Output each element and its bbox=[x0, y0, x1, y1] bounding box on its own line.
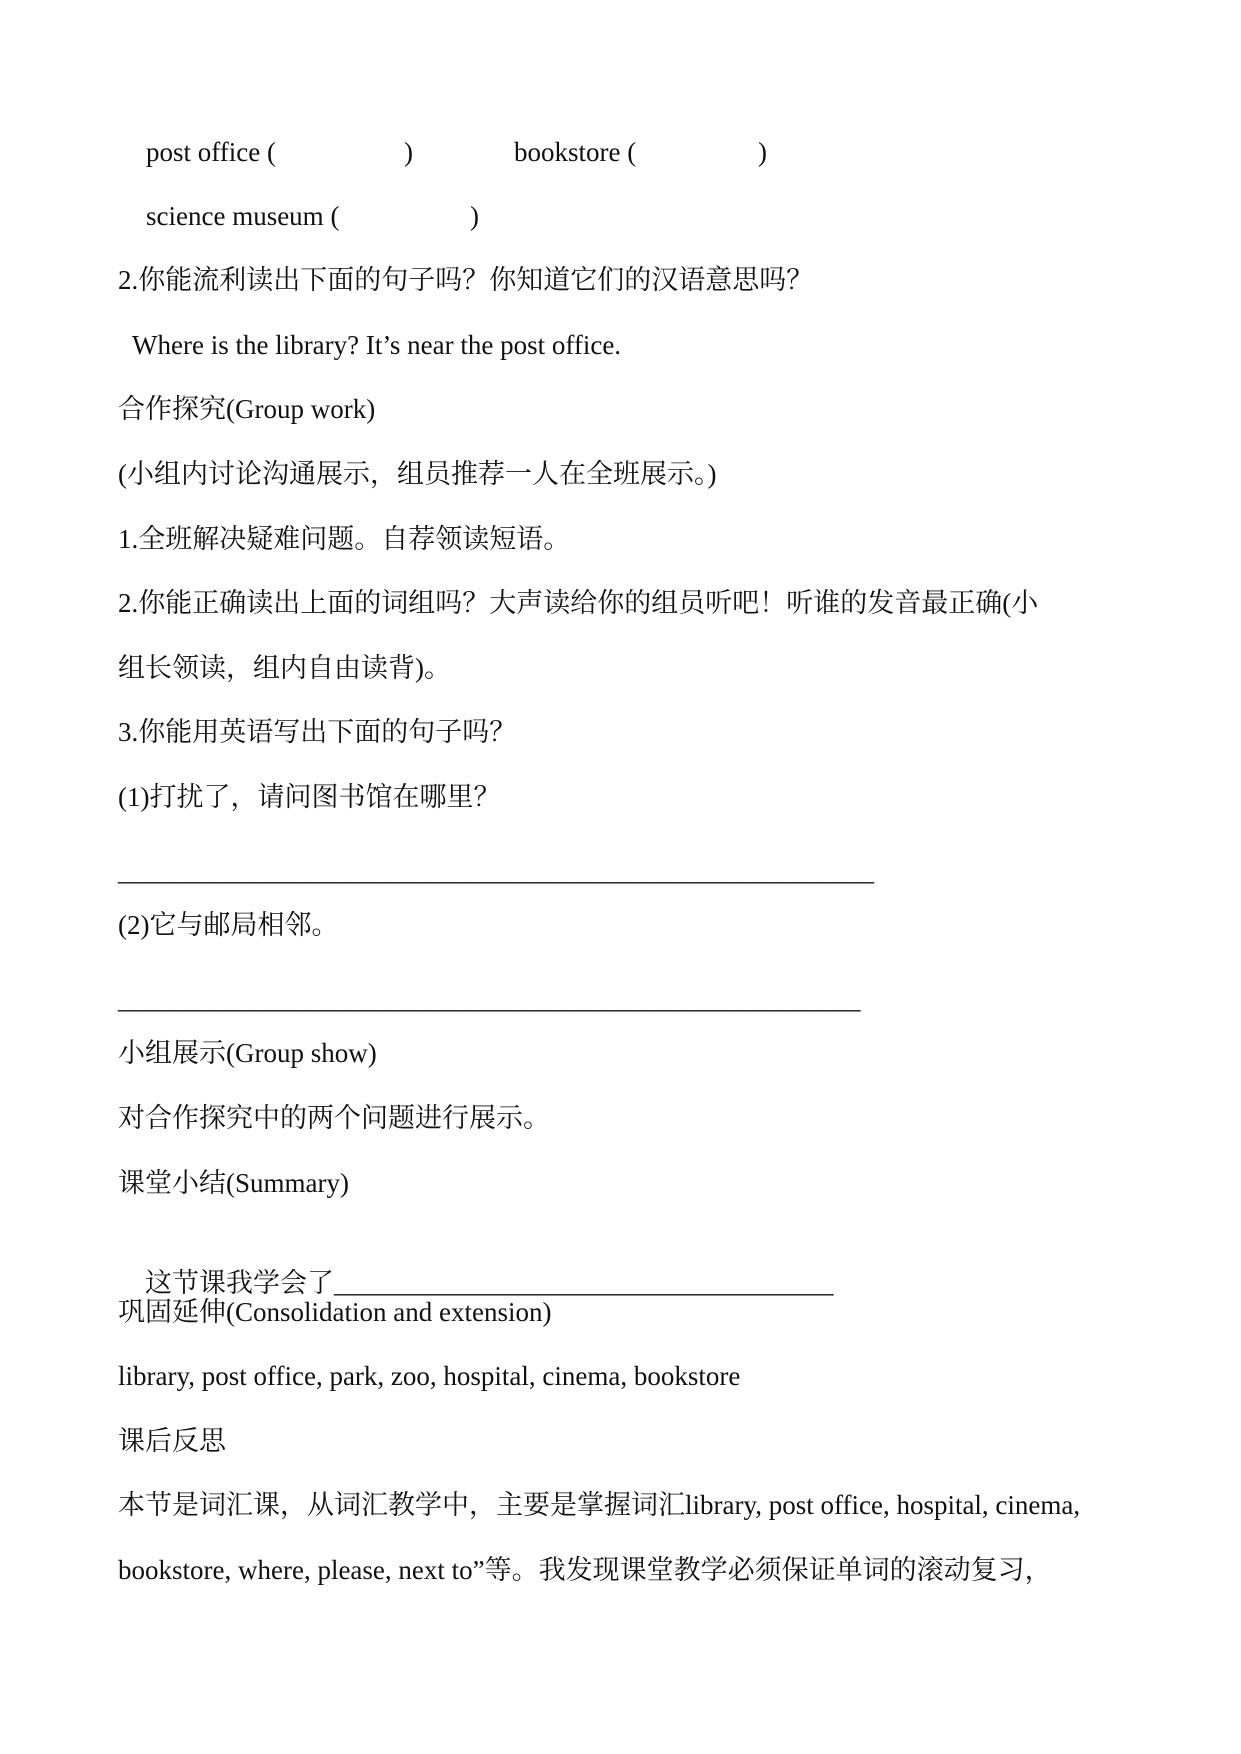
task-2-line-1: 2.你能正确读出上面的词组吗？大声读给你的组员听吧！听谁的发音最正确(小 bbox=[118, 588, 1039, 618]
reflection-heading: 课后反思 bbox=[118, 1426, 226, 1456]
vocab-science-museum-close: ) bbox=[470, 201, 479, 231]
summary-heading: 课堂小结(Summary) bbox=[118, 1168, 349, 1198]
group-work-note: (小组内讨论沟通展示，组员推荐一人在全班展示。) bbox=[118, 459, 717, 489]
task-3: 3.你能用英语写出下面的句子吗？ bbox=[118, 717, 517, 747]
question-read: 2.你能流利读出下面的句子吗？你知道它们的汉语意思吗？ bbox=[118, 265, 814, 295]
summary-prefix: 这节课我学会了 bbox=[145, 1268, 334, 1298]
extension-heading: 巩固延伸(Consolidation and extension) bbox=[118, 1297, 552, 1327]
vocab-science-museum: science museum ( bbox=[146, 201, 340, 231]
sub-question-2: (2)它与邮局相邻。 bbox=[118, 910, 339, 940]
task-1: 1.全班解决疑难问题。自荐领读短语。 bbox=[118, 524, 571, 554]
task-2-line-2: 组长领读，组内自由读背)。 bbox=[118, 653, 451, 683]
vocab-bookstore: bookstore ( bbox=[514, 137, 637, 167]
vocab-bookstore-close: ) bbox=[758, 137, 767, 167]
reflection-line-1: 本节是词汇课，从词汇教学中，主要是掌握词汇library, post office, hospital, cinema, bbox=[118, 1490, 1081, 1520]
answer-blank-2: _______________________________________________________ bbox=[118, 984, 861, 1014]
group-work-heading: 合作探究(Group work) bbox=[118, 394, 376, 424]
sub-question-1: (1)打扰了，请问图书馆在哪里？ bbox=[118, 782, 501, 812]
group-show-heading: 小组展示(Group show) bbox=[118, 1038, 377, 1068]
vocab-post-office: post office ( bbox=[146, 137, 276, 167]
summary-blank: _____________________________________ bbox=[334, 1268, 834, 1298]
answer-blank-1: ________________________________________________________ bbox=[118, 856, 874, 886]
group-show-text: 对合作探究中的两个问题进行展示。 bbox=[118, 1103, 550, 1133]
vocab-post-office-close: ) bbox=[404, 137, 413, 167]
example-sentence: Where is the library? It’s near the post office. bbox=[132, 330, 622, 360]
extension-words: library, post office, park, zoo, hospital, cinema, bookstore bbox=[118, 1361, 741, 1391]
reflection-line-2: bookstore, where, please, next to”等。我发现课堂教学必须保证单词的滚动复习， bbox=[118, 1555, 1052, 1585]
